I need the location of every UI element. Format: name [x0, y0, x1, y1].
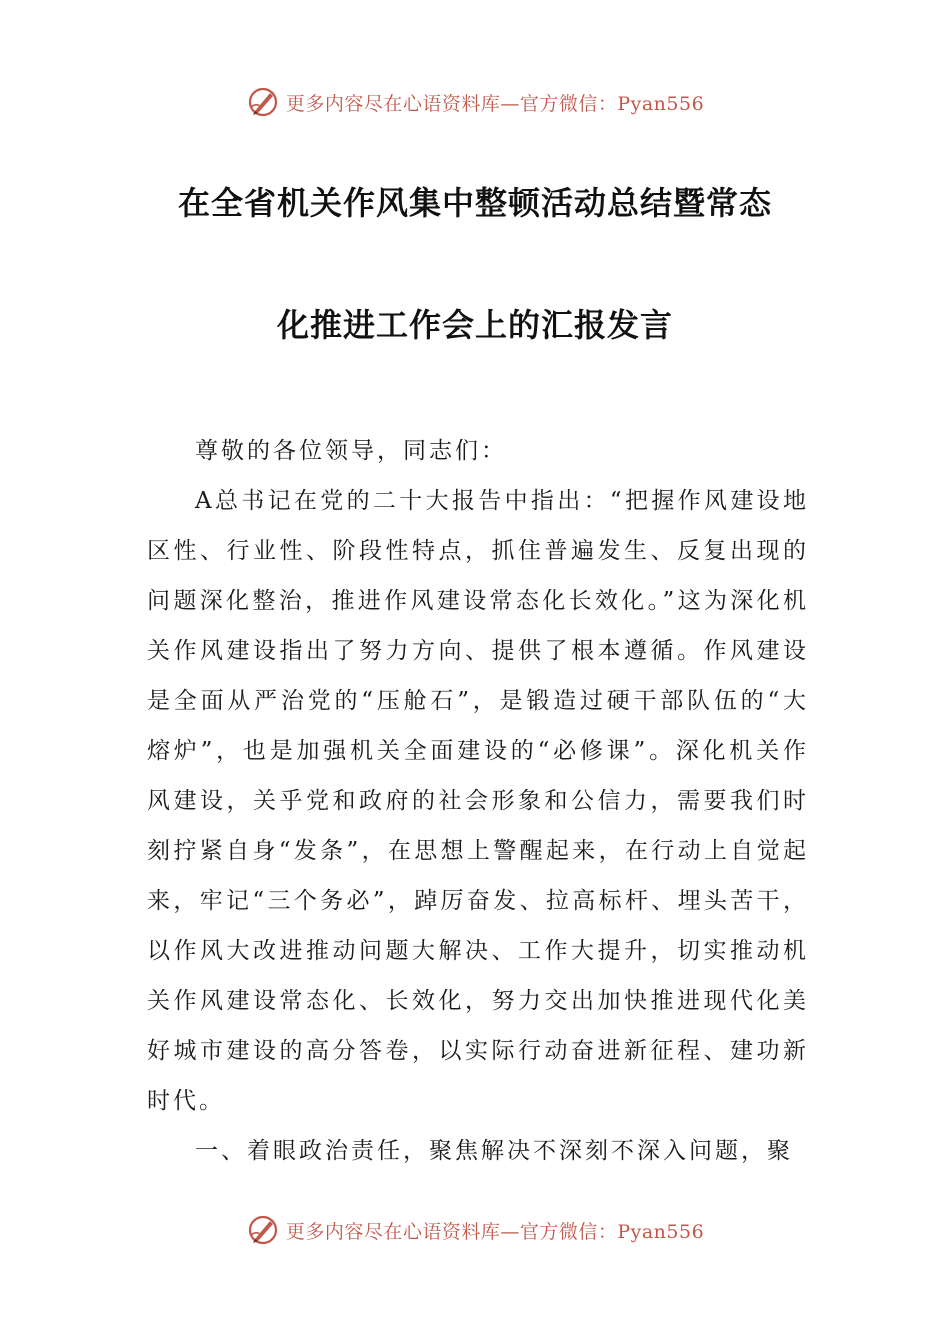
watermark-site-text: 更多内容尽在心语资料库 — [285, 92, 501, 115]
document-body — [147, 426, 809, 1176]
paragraph-2: 一、着眼政治责任，聚焦解决不深刻不深入问题，聚 — [195, 1138, 793, 1164]
watermark-text — [286, 1217, 704, 1244]
watermark-site-text: 更多内容尽在心语资料库 — [285, 1220, 501, 1243]
watermark-wechat-text: 官方微信：Pyan556 — [519, 1220, 705, 1243]
watermark-dash: — — [500, 92, 520, 115]
watermark-text — [286, 89, 704, 116]
paragraph-1: A总书记在党的二十大报告中指出：“把握作风建设地区性、行业性、阶段性特点，抓住普遍发生、反复出现的问题深化整治，推进作风建设常态化长效化。”这为深化机关作风建设指出了努力方向、提供了根本遵循。作风建设是全面从严治党的“压舱石”，是锻造过硬干部队伍的“大熔炉”，也是加强机关全面建设的“必修课”。深化机关作风建设，关乎党和政府的社会形象和公信力，需要我们时刻拧紧自身“发条”，在思想上警醒起来，在行动上自觉起来，牢记“三个务必”，踔厉奋发、拉高标杆、埋头苦干，以作风大改进推动问题大解决、工作大提升，切实推动机关作风建设常态化、长效化，努力交出加快推进现代化美好城市建设的高分答卷，以实际行动奋进新征程、建功新时代。 — [147, 488, 809, 1114]
watermark-wechat-text: 官方微信：Pyan556 — [519, 92, 705, 115]
watermark-dash: — — [500, 1220, 520, 1243]
document-title-line1: 在全省机关作风集中整顿活动总结暨常态 — [177, 184, 772, 222]
pen-logo-icon — [246, 1213, 280, 1247]
document-title-line2: 化推进工作会上的汇报发言 — [276, 306, 673, 344]
footer-watermark — [0, 1210, 950, 1250]
salutation: 尊敬的各位领导，同志们： — [195, 438, 507, 464]
pen-logo-icon — [246, 85, 280, 119]
header-watermark — [0, 82, 950, 122]
